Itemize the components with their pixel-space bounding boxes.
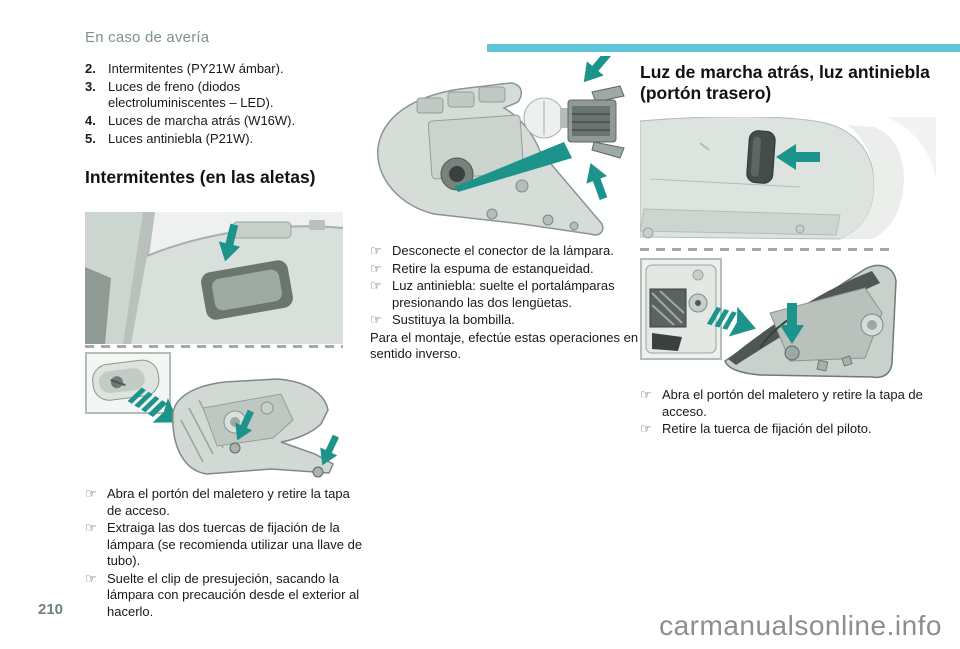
bulb-legend-list	[85, 61, 347, 149]
dashed-separator	[640, 248, 892, 251]
instruction-step	[85, 486, 365, 519]
instruction-step	[640, 387, 940, 420]
instruction-step	[85, 571, 365, 621]
left-instruction-steps	[85, 486, 365, 621]
step-text: Extraiga las dos tuercas de fijación de la lámpara (se recomienda utilizar una llave de tubo).	[107, 520, 363, 568]
step-text: Abra el portón del maletero y retire la tapa de acceso.	[662, 387, 923, 419]
right-instruction-steps	[640, 387, 940, 439]
figure-bulb-holder-removal	[372, 56, 630, 238]
item-text: Luces de freno (diodos electroluminiscentes – LED).	[108, 79, 274, 110]
step-text: Desconecte el conector de la lámpara.	[392, 243, 614, 258]
pointing-hand-icon: ☞	[85, 570, 97, 586]
step-text: Luz antiniebla: suelte el portalámparas presionando las dos lengüetas.	[392, 278, 615, 310]
figure-lamp-fixing-nuts	[85, 350, 343, 480]
item-number: 2.	[85, 61, 96, 76]
pointing-hand-icon: ☞	[370, 312, 382, 327]
heading-luz-marcha-atras: Luz de marcha atrás, luz antiniebla (portón trasero)	[640, 62, 930, 103]
item-text: Luces de marcha atrás (W16W).	[108, 113, 296, 128]
item-number: 4.	[85, 113, 96, 128]
step-text: Suelte el clip de presujeción, sacando la lámpara con precaución desde el exterior al hacerlo.	[107, 570, 360, 619]
section-header: En caso de avería	[85, 29, 210, 46]
instruction-step	[370, 312, 646, 329]
site-watermark: carmanualsonline.info	[659, 610, 942, 641]
assembly-note: Para el montaje, efectúe estas operaciones en sentido inverso.	[370, 329, 639, 361]
step-text: Retire la espuma de estanqueidad.	[392, 260, 594, 276]
list-item	[85, 79, 347, 111]
instruction-step	[640, 421, 940, 438]
fixing-nut	[785, 346, 799, 360]
pointing-hand-icon: ☞	[370, 260, 382, 276]
dashed-separator	[85, 345, 343, 348]
figure-tailgate-access	[640, 117, 936, 247]
item-text: Luces antiniebla (P21W).	[108, 131, 254, 146]
step-text: Retire la tuerca de fijación del piloto.	[662, 421, 872, 436]
instruction-step	[370, 243, 646, 260]
step-text: Abra el portón del maletero y retire la tapa de acceso.	[107, 486, 350, 518]
step-text: Sustituya la bombilla.	[392, 312, 515, 327]
list-item	[85, 61, 347, 77]
pointing-hand-icon: ☞	[370, 278, 382, 293]
item-text: Intermitentes (PY21W ámbar).	[108, 61, 284, 76]
pointing-hand-icon: ☞	[85, 486, 97, 501]
lamp-access-slot	[746, 130, 776, 184]
pointing-hand-icon: ☞	[640, 387, 652, 402]
middle-instruction-steps	[370, 243, 646, 363]
item-number: 3.	[85, 79, 96, 94]
instruction-step	[370, 261, 646, 278]
item-number: 5.	[85, 131, 96, 146]
instruction-step	[85, 520, 365, 570]
header-accent-bar	[487, 44, 960, 52]
page-number: 210	[38, 601, 64, 618]
pointing-hand-icon: ☞	[370, 243, 382, 258]
teal-arrow-icon	[575, 56, 616, 89]
bulb-holder	[568, 86, 624, 158]
instruction-step	[370, 278, 646, 311]
pointing-hand-icon: ☞	[640, 421, 652, 436]
figure-tailgate-lamp-removal	[640, 253, 936, 381]
teal-arrow-icon	[580, 159, 614, 202]
figure-fender-access-cover	[85, 212, 343, 344]
list-item	[85, 131, 347, 147]
list-item	[85, 113, 347, 129]
heading-intermitentes-aletas: Intermitentes (en las aletas)	[85, 167, 316, 187]
pointing-hand-icon: ☞	[85, 520, 97, 535]
